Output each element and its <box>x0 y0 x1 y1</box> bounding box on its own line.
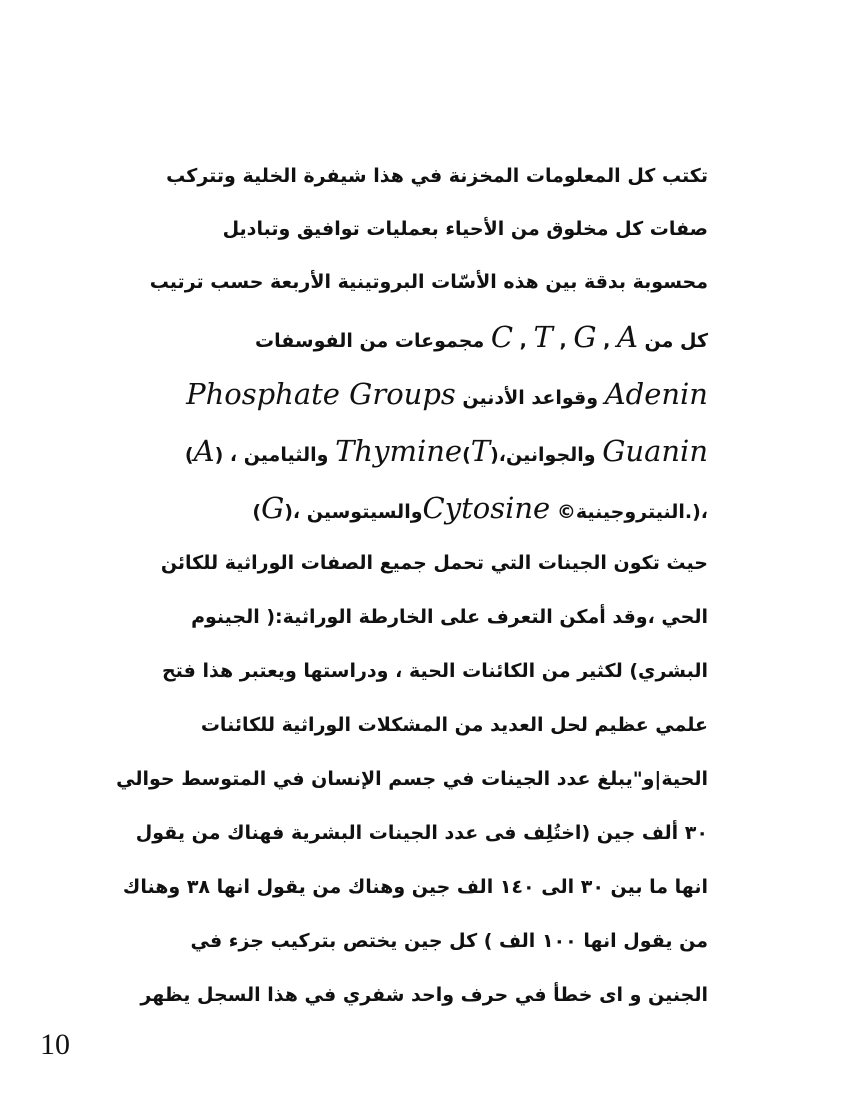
latin-term: Cytosine <box>422 491 551 525</box>
text-line: كل من C , T , G , A مجموعات من الفوسفات <box>255 320 708 354</box>
latin-term: Guanin <box>602 434 708 468</box>
text-line: ٣٠ ألف جين (اختُلِف فى عدد الجينات البشرية فهناك من يقول <box>135 822 708 844</box>
text-line: الجنين و اى خطأ في حرف واحد شفري في هذا السجل يظهر <box>140 984 708 1006</box>
latin-term: C <box>490 320 514 354</box>
text-line: علمي عظيم لحل العديد من المشكلات الوراثية للكائنات <box>200 714 708 736</box>
paragraph-2 <box>118 536 708 1022</box>
text-line: Phosphate Groups وقواعد الأدنين Adenin <box>186 377 708 411</box>
latin-term: Adenin <box>604 377 708 411</box>
text-line: من يقول انها ١٠٠ الف ) كل جين يختص بتركيب جزء في <box>190 930 708 952</box>
text-line: حيث تكون الجينات التي تحمل جميع الصفات الوراثية للكائن <box>160 552 708 574</box>
text-line: محسوبة بدقة بين هذه الأسّات البروتينية الأربعة حسب ترتيب <box>149 271 708 293</box>
latin-term: A <box>616 320 638 354</box>
text-line: تكتب كل المعلومات المخزنة في هذا شيفرة الخلية وتتركب <box>166 165 708 187</box>
latin-term: Phosphate Groups <box>186 377 456 411</box>
page-number: 10 <box>40 1028 70 1061</box>
text-line: صفات كل مخلوق من الأحياء بعمليات توافيق وتباديل <box>222 218 708 240</box>
latin-term: G <box>261 491 285 525</box>
paragraph-1 <box>118 150 708 537</box>
text-line: البشري) لكثير من الكائنات الحية ، ودراستها ويعتبر هذا فتح <box>161 660 708 682</box>
latin-term: A <box>193 434 215 468</box>
text-line: انها ما بين ٣٠ الى ١٤٠ الف جين وهناك من يقول انها ٣٨ وهناك <box>122 876 708 898</box>
latin-term: Thymine <box>335 434 463 468</box>
text-line: الحي ،وقد أمكن التعرف على الخارطة الوراثية:( الجينوم <box>191 606 708 628</box>
latin-term: T <box>533 320 553 354</box>
text-line: الحية|و"يبلغ عدد الجينات في جسم الإنسان في المتوسط حوالي <box>116 768 708 790</box>
latin-term: T <box>470 434 491 468</box>
text-line: (G)، والسيتوسينCytosine ©النيتروجينية.)، <box>252 491 708 525</box>
latin-term: G <box>573 320 597 354</box>
text-line: (A) ، والثيامين Thymine(T)،والجوانين Guanin <box>184 434 708 468</box>
